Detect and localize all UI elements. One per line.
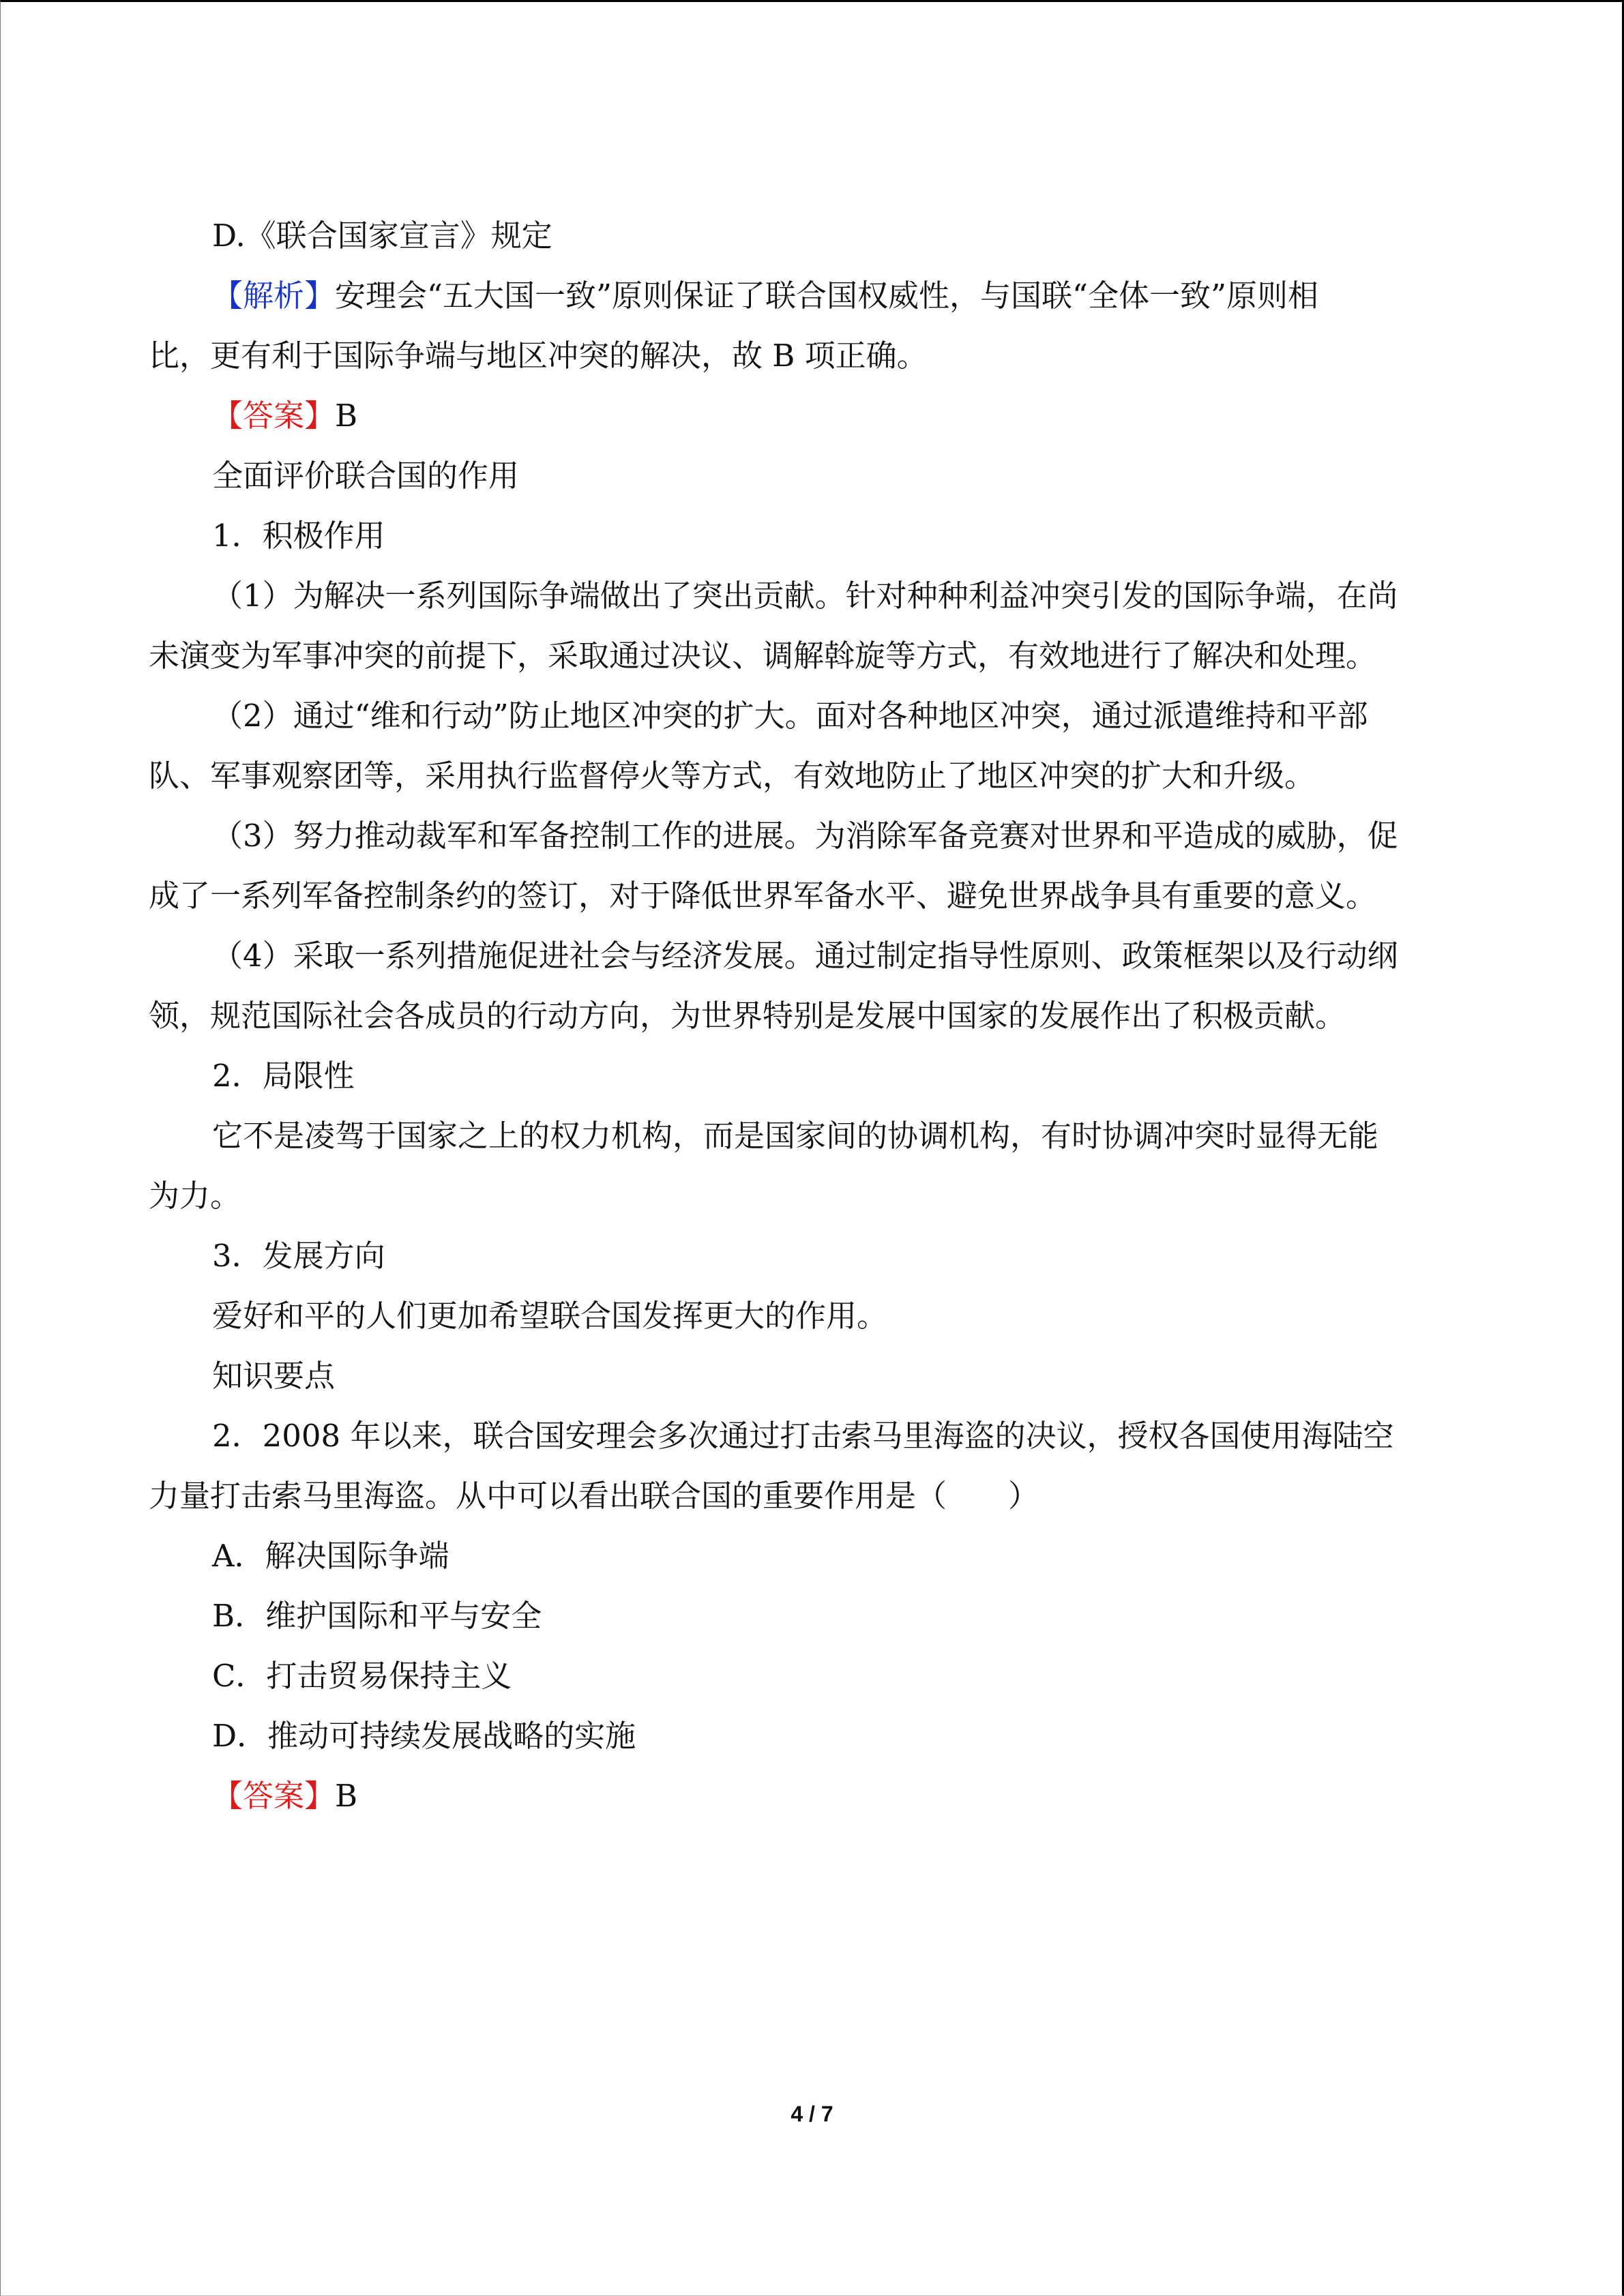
limitations-heading: 2．局限性: [212, 1058, 355, 1094]
question-2-line-2: 力量打击索马里海盗。从中可以看出联合国的重要作用是（ ）: [149, 1478, 1039, 1514]
answer-tag: 【答案】: [212, 398, 336, 434]
answer-tag: 【答案】: [212, 1778, 336, 1814]
positive-heading: 1．积极作用: [212, 518, 385, 554]
key-points-heading: 知识要点: [212, 1358, 336, 1394]
positive-p4-line-2: 领，规范国际社会各成员的行动方向，为世界特别是发展中国家的发展作出了积极贡献。: [149, 998, 1346, 1034]
positive-p4-line-1: （4）采取一系列措施促进社会与经济发展。通过制定指导性原则、政策框架以及行动纲: [212, 938, 1398, 974]
answer-1: [149, 386, 1476, 446]
question-2-option-c: C．打击贸易保持主义: [212, 1658, 512, 1694]
analysis-text-1: 安理会“五大国一致”原则保证了联合国权威性，与国联“全体一致”原则相: [335, 278, 1319, 314]
question-2-option-b: B．维护国际和平与安全: [212, 1598, 542, 1634]
document-body: [149, 206, 1476, 1826]
direction-text: 爱好和平的人们更加希望联合国发挥更大的作用。: [212, 1298, 888, 1334]
limitations-line-2: 为力。: [149, 1178, 241, 1214]
analysis-line-2: 比，更有利于国际争端与地区冲突的解决，故 B 项正确。: [149, 338, 928, 374]
question-2-option-d: D．推动可持续发展战略的实施: [212, 1718, 636, 1754]
section-title: 全面评价联合国的作用: [212, 458, 520, 494]
positive-p3-line-1: （3）努力推动裁军和军备控制工作的进展。为消除军备竞赛对世界和平造成的威胁，促: [212, 818, 1398, 854]
positive-p1-line-1: （1）为解决一系列国际争端做出了突出贡献。针对种种利益冲突引发的国际争端，在尚: [212, 578, 1398, 614]
answer-2: [149, 1766, 1476, 1826]
analysis-tag: 【解析】: [212, 278, 336, 314]
direction-heading: 3．发展方向: [212, 1238, 385, 1274]
answer-value: B: [335, 1778, 358, 1814]
page-number: 4 / 7: [791, 2102, 833, 2126]
question-2-line-1: 2．2008 年以来，联合国安理会多次通过打击索马里海盗的决议，授权各国使用海陆空: [212, 1418, 1394, 1454]
positive-p2-line-2: 队、军事观察团等，采用执行监督停火等方式，有效地防止了地区冲突的扩大和升级。: [149, 758, 1316, 794]
positive-p1-line-2: 未演变为军事冲突的前提下，采取通过决议、调解斡旋等方式，有效地进行了解决和处理。: [149, 638, 1377, 674]
option-d-prev: D.《联合国家宣言》规定: [212, 218, 552, 254]
answer-value: B: [335, 398, 358, 434]
positive-p2-line-1: （2）通过“维和行动”防止地区冲突的扩大。面对各种地区冲突，通过派遣维持和平部: [212, 698, 1368, 734]
analysis-line-1: [149, 266, 1476, 326]
question-2-option-a: A．解决国际争端: [212, 1538, 449, 1574]
positive-p3-line-2: 成了一系列军备控制条约的签订，对于降低世界军备水平、避免世界战争具有重要的意义。: [149, 878, 1377, 914]
limitations-line-1: 它不是凌驾于国家之上的权力机构，而是国家间的协调机构，有时协调冲突时显得无能: [212, 1118, 1379, 1154]
